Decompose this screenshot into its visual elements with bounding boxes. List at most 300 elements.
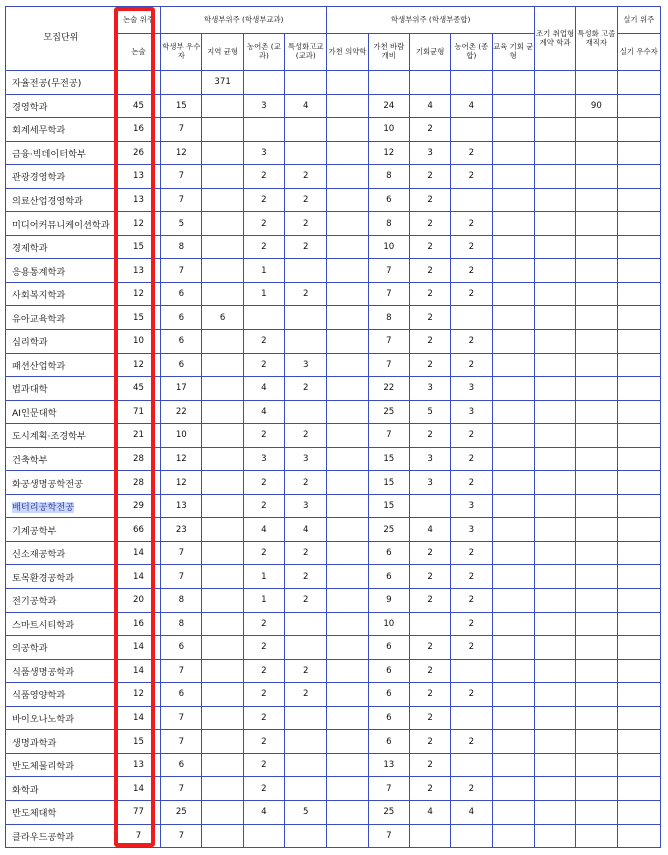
quota-cell-excellent: 8 [161,589,202,613]
quota-cell-special-s: 4 [285,518,327,542]
quota-cell-rural-h: 2 [451,777,492,801]
quota-cell-gachon-pin: 22 [368,377,409,401]
quota-cell-opp: 2 [409,235,450,259]
quota-cell-excellent: 7 [161,824,202,848]
quota-cell-gachon-med [327,141,368,165]
quota-cell-regional [202,612,243,636]
quota-cell-regional [202,800,243,824]
quota-cell-rural-s [243,824,284,848]
unit-name-cell: 미디어커뮤니케이션학과 [6,212,117,236]
quota-cell-special-s: 2 [285,659,327,683]
quota-cell-spec-hs [576,400,617,424]
quota-cell-practical [617,730,660,754]
quota-cell-excellent: 8 [161,612,202,636]
unit-name-cell: 경제학과 [6,235,117,259]
quota-cell-gachon-pin: 7 [368,824,409,848]
quota-cell-gachon-med [327,706,368,730]
quota-cell-gachon-med [327,306,368,330]
quota-cell-edu-opp [492,282,534,306]
quota-cell-practical [617,165,660,189]
quota-cell-essay: 28 [116,471,160,495]
quota-cell-gachon-med [327,377,368,401]
quota-cell-regional [202,400,243,424]
quota-cell-rural-s: 2 [243,494,284,518]
quota-cell-gachon-pin: 9 [368,589,409,613]
header-rural-subject: 농어촌 (교과) [243,34,284,71]
quota-cell-gachon-med [327,235,368,259]
quota-cell-excellent: 17 [161,377,202,401]
quota-cell-edu-opp [492,377,534,401]
quota-cell-rural-s: 1 [243,282,284,306]
quota-cell-gachon-pin: 6 [368,541,409,565]
quota-cell-special-s [285,612,327,636]
quota-cell-regional [202,753,243,777]
quota-cell-spec-hs [576,589,617,613]
quota-cell-gachon-med [327,589,368,613]
quota-cell-special-s: 2 [285,424,327,448]
quota-cell-excellent: 7 [161,777,202,801]
quota-cell-practical [617,212,660,236]
quota-cell-opp: 2 [409,165,450,189]
header-excellent: 학생부 우수자 [161,34,202,71]
quota-cell-spec-hs [576,683,617,707]
quota-cell-essay: 14 [116,541,160,565]
quota-cell-spec-hs [576,636,617,660]
table-row [6,377,661,401]
quota-cell-opp: 2 [409,306,450,330]
quota-cell-early [534,235,575,259]
quota-cell-regional [202,683,243,707]
quota-cell-practical [617,753,660,777]
quota-cell-gachon-med [327,683,368,707]
quota-cell-essay [116,71,160,95]
quota-cell-gachon-pin: 6 [368,730,409,754]
quota-cell-gachon-pin: 6 [368,683,409,707]
quota-cell-opp: 2 [409,541,450,565]
quota-cell-regional [202,777,243,801]
quota-cell-early [534,494,575,518]
quota-cell-essay: 14 [116,636,160,660]
unit-name-cell: 클라우드공학과 [6,824,117,848]
table-row [6,212,661,236]
quota-cell-edu-opp [492,188,534,212]
quota-cell-edu-opp [492,471,534,495]
quota-cell-practical [617,824,660,848]
unit-name-cell: 심리학과 [6,330,117,354]
quota-cell-gachon-med [327,259,368,283]
quota-cell-gachon-pin: 24 [368,94,409,118]
quota-cell-early [534,447,575,471]
quota-cell-gachon-med [327,330,368,354]
header-gachon-pinwheel: 가천 바람 개비 [368,34,409,71]
quota-cell-practical [617,306,660,330]
selected-text[interactable]: 배터리공학전공 [12,502,75,514]
quota-cell-practical [617,541,660,565]
quota-cell-early [534,800,575,824]
quota-cell-essay: 14 [116,659,160,683]
quota-cell-rural-s: 2 [243,330,284,354]
quota-cell-excellent: 7 [161,730,202,754]
unit-name-cell: 반도체물리학과 [6,753,117,777]
table-header [6,7,661,71]
quota-cell-rural-h: 4 [451,94,492,118]
unit-name-cell: 토목환경공학과 [6,565,117,589]
quota-cell-spec-hs [576,377,617,401]
quota-cell-special-s: 4 [285,94,327,118]
quota-cell-gachon-pin: 10 [368,612,409,636]
table-row [6,494,661,518]
quota-cell-rural-h: 2 [451,565,492,589]
quota-cell-opp: 2 [409,683,450,707]
table-row [6,400,661,424]
quota-cell-early [534,659,575,683]
table-row [6,824,661,848]
quota-cell-rural-h: 2 [451,141,492,165]
quota-cell-gachon-med [327,94,368,118]
quota-cell-regional [202,94,243,118]
quota-cell-gachon-pin: 8 [368,165,409,189]
quota-cell-gachon-pin: 25 [368,400,409,424]
table-row [6,518,661,542]
quota-cell-opp: 3 [409,141,450,165]
quota-cell-early [534,518,575,542]
quota-cell-gachon-pin: 7 [368,259,409,283]
quota-cell-edu-opp [492,753,534,777]
quota-cell-edu-opp [492,447,534,471]
quota-cell-gachon-med [327,353,368,377]
quota-cell-excellent: 6 [161,753,202,777]
unit-name-cell: 신소재공학과 [6,541,117,565]
quota-cell-rural-s: 1 [243,259,284,283]
quota-cell-rural-s: 2 [243,683,284,707]
quota-cell-rural-s: 2 [243,424,284,448]
quota-cell-special-s: 2 [285,282,327,306]
unit-name-cell: 경영학과 [6,94,117,118]
quota-cell-rural-s: 3 [243,141,284,165]
quota-cell-rural-s: 4 [243,400,284,424]
quota-cell-regional [202,165,243,189]
quota-cell-essay: 12 [116,683,160,707]
quota-cell-excellent [161,71,202,95]
quota-cell-regional [202,282,243,306]
table-row [6,71,661,95]
unit-name-cell: 응용통계학과 [6,259,117,283]
quota-cell-rural-s: 4 [243,518,284,542]
unit-name-cell: 유아교육학과 [6,306,117,330]
quota-cell-regional [202,494,243,518]
quota-cell-opp: 4 [409,94,450,118]
quota-cell-practical [617,659,660,683]
unit-name-cell: 패션산업학과 [6,353,117,377]
unit-name-cell: 건축학부 [6,447,117,471]
quota-cell-opp: 5 [409,400,450,424]
quota-cell-gachon-pin: 10 [368,235,409,259]
quota-cell-essay: 10 [116,330,160,354]
table-row [6,589,661,613]
quota-cell-rural-h: 3 [451,518,492,542]
quota-cell-regional: 371 [202,71,243,95]
quota-cell-excellent: 25 [161,800,202,824]
quota-cell-opp: 3 [409,447,450,471]
quota-cell-excellent: 7 [161,541,202,565]
quota-cell-special-s: 2 [285,589,327,613]
quota-cell-rural-h: 2 [451,730,492,754]
quota-cell-gachon-med [327,800,368,824]
quota-cell-regional [202,589,243,613]
quota-cell-gachon-med [327,518,368,542]
table-row [6,306,661,330]
quota-cell-opp: 2 [409,259,450,283]
quota-cell-early [534,165,575,189]
quota-cell-rural-s: 2 [243,235,284,259]
quota-cell-practical [617,353,660,377]
quota-cell-early [534,730,575,754]
quota-cell-spec-hs [576,494,617,518]
quota-cell-gachon-med [327,494,368,518]
quota-cell-rural-h: 2 [451,259,492,283]
quota-cell-gachon-med [327,71,368,95]
quota-cell-essay: 13 [116,259,160,283]
quota-cell-rural-s: 4 [243,800,284,824]
unit-name-cell: 생명과학과 [6,730,117,754]
quota-cell-gachon-pin: 25 [368,518,409,542]
unit-name-cell: 자율전공(무전공) [6,71,117,95]
quota-cell-practical [617,471,660,495]
table-row [6,777,661,801]
quota-cell-excellent: 12 [161,471,202,495]
quota-cell-spec-hs: 90 [576,94,617,118]
quota-cell-excellent: 13 [161,494,202,518]
table-row [6,753,661,777]
quota-cell-practical [617,400,660,424]
quota-cell-spec-hs [576,518,617,542]
quota-cell-rural-s: 1 [243,565,284,589]
quota-cell-spec-hs [576,777,617,801]
quota-cell-excellent: 12 [161,141,202,165]
quota-cell-opp: 2 [409,777,450,801]
quota-cell-rural-s: 2 [243,212,284,236]
quota-cell-spec-hs [576,706,617,730]
quota-cell-gachon-pin: 7 [368,330,409,354]
quota-cell-opp: 2 [409,565,450,589]
quota-cell-spec-hs [576,330,617,354]
quota-cell-essay: 12 [116,282,160,306]
table-row [6,353,661,377]
quota-cell-essay: 26 [116,141,160,165]
table-row [6,471,661,495]
table-row [6,424,661,448]
quota-cell-gachon-pin: 12 [368,141,409,165]
quota-cell-essay: 16 [116,612,160,636]
quota-cell-spec-hs [576,118,617,142]
quota-cell-early [534,377,575,401]
quota-cell-opp [409,71,450,95]
quota-cell-essay: 16 [116,118,160,142]
quota-cell-rural-h: 2 [451,165,492,189]
table-row [6,282,661,306]
quota-cell-rural-h: 2 [451,424,492,448]
header-specialized-hs: 특성화 고졸 재직자 [576,7,617,71]
quota-cell-gachon-pin: 8 [368,306,409,330]
quota-cell-edu-opp [492,589,534,613]
quota-cell-practical [617,71,660,95]
quota-cell-early [534,589,575,613]
quota-cell-special-s: 2 [285,541,327,565]
quota-cell-rural-s [243,71,284,95]
quota-cell-essay: 14 [116,706,160,730]
table-row [6,330,661,354]
quota-cell-opp: 2 [409,706,450,730]
table-row [6,94,661,118]
quota-cell-rural-s [243,306,284,330]
quota-cell-practical [617,118,660,142]
quota-cell-gachon-pin: 6 [368,188,409,212]
quota-cell-rural-s [243,118,284,142]
quota-cell-essay: 13 [116,165,160,189]
quota-cell-practical [617,612,660,636]
quota-cell-excellent: 5 [161,212,202,236]
quota-cell-edu-opp [492,541,534,565]
quota-cell-gachon-pin: 7 [368,424,409,448]
quota-cell-rural-h: 2 [451,447,492,471]
quota-cell-edu-opp [492,141,534,165]
quota-cell-gachon-pin: 25 [368,800,409,824]
quota-cell-early [534,424,575,448]
quota-cell-rural-h [451,659,492,683]
quota-cell-early [534,282,575,306]
quota-cell-early [534,94,575,118]
table-row [6,141,661,165]
quota-cell-spec-hs [576,235,617,259]
quota-cell-early [534,141,575,165]
quota-cell-excellent: 12 [161,447,202,471]
quota-cell-gachon-med [327,188,368,212]
table-row [6,165,661,189]
quota-cell-excellent: 15 [161,94,202,118]
quota-cell-special-s: 2 [285,188,327,212]
quota-cell-rural-s: 2 [243,612,284,636]
quota-cell-special-s: 2 [285,165,327,189]
quota-cell-edu-opp [492,235,534,259]
quota-cell-edu-opp [492,94,534,118]
quota-cell-rural-s: 2 [243,188,284,212]
quota-cell-edu-opp [492,565,534,589]
quota-cell-rural-h: 2 [451,541,492,565]
quota-cell-regional [202,565,243,589]
quota-cell-spec-hs [576,541,617,565]
header-practical-excellent: 실기 우수자 [617,34,660,71]
quota-cell-practical [617,683,660,707]
quota-cell-gachon-med [327,118,368,142]
quota-cell-edu-opp [492,330,534,354]
quota-cell-essay: 14 [116,777,160,801]
unit-name-cell: 반도체대학 [6,800,117,824]
quota-cell-essay: 15 [116,306,160,330]
quota-cell-spec-hs [576,424,617,448]
quota-cell-gachon-pin: 7 [368,282,409,306]
quota-cell-gachon-med [327,400,368,424]
unit-name-cell [6,494,117,518]
quota-cell-essay: 12 [116,353,160,377]
quota-cell-essay: 71 [116,400,160,424]
quota-cell-rural-h: 2 [451,330,492,354]
table-row [6,565,661,589]
quota-cell-rural-s: 3 [243,94,284,118]
quota-cell-gachon-med [327,565,368,589]
quota-cell-gachon-med [327,165,368,189]
quota-cell-gachon-pin: 10 [368,118,409,142]
table-row [6,541,661,565]
quota-cell-opp: 2 [409,353,450,377]
table-row [6,730,661,754]
quota-cell-regional [202,730,243,754]
quota-cell-gachon-med [327,730,368,754]
quota-cell-regional [202,330,243,354]
quota-cell-excellent: 6 [161,306,202,330]
quota-cell-opp: 2 [409,118,450,142]
quota-cell-gachon-med [327,753,368,777]
quota-cell-opp: 2 [409,282,450,306]
quota-cell-excellent: 7 [161,659,202,683]
quota-cell-practical [617,188,660,212]
quota-cell-practical [617,518,660,542]
quota-cell-special-s [285,824,327,848]
unit-name-cell: 식품생명공학과 [6,659,117,683]
quota-cell-gachon-pin: 15 [368,471,409,495]
quota-cell-rural-h: 4 [451,800,492,824]
quota-cell-special-s [285,71,327,95]
header-student-record-subject: 학생부위주 (학생부교과) [161,7,327,34]
quota-cell-regional [202,518,243,542]
unit-name-cell: AI인문대학 [6,400,117,424]
table-row [6,706,661,730]
quota-cell-rural-h [451,118,492,142]
quota-cell-edu-opp [492,659,534,683]
quota-cell-edu-opp [492,259,534,283]
quota-cell-rural-s: 3 [243,447,284,471]
quota-cell-spec-hs [576,447,617,471]
unit-name-cell: 의료산업경영학과 [6,188,117,212]
quota-cell-excellent: 7 [161,118,202,142]
quota-cell-edu-opp [492,800,534,824]
quota-cell-rural-s: 2 [243,659,284,683]
header-gachon-med: 가천 의약학 [327,34,368,71]
quota-cell-gachon-pin: 15 [368,494,409,518]
quota-cell-opp: 2 [409,636,450,660]
quota-cell-excellent: 7 [161,165,202,189]
quota-cell-rural-h: 2 [451,235,492,259]
quota-cell-spec-hs [576,659,617,683]
header-regional: 지역 균형 [202,34,243,71]
header-student-record-holistic: 학생부위주 (학생부종합) [327,7,535,34]
unit-name-cell: 관광경영학과 [6,165,117,189]
quota-cell-rural-h: 2 [451,589,492,613]
quota-cell-gachon-pin: 7 [368,353,409,377]
quota-cell-gachon-pin: 15 [368,447,409,471]
quota-cell-spec-hs [576,141,617,165]
table-row [6,447,661,471]
quota-cell-gachon-med [327,447,368,471]
table-row [6,659,661,683]
table-row [6,235,661,259]
quota-cell-special-s [285,753,327,777]
quota-cell-special-s: 2 [285,683,327,707]
quota-cell-rural-h [451,71,492,95]
quota-cell-opp [409,612,450,636]
quota-cell-special-s [285,141,327,165]
quota-cell-regional: 6 [202,306,243,330]
quota-cell-gachon-med [327,777,368,801]
